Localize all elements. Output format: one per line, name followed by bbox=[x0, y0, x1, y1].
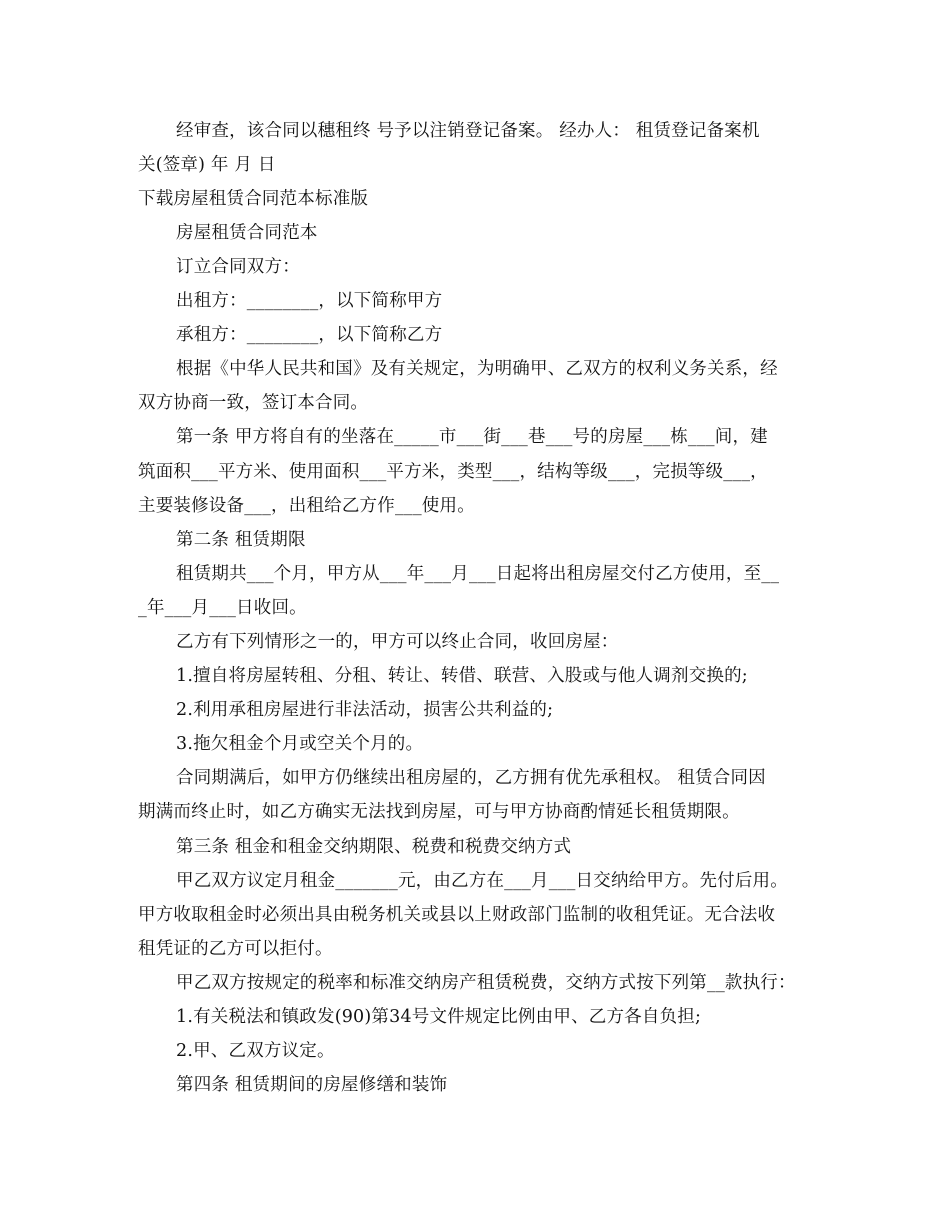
text-line: 双方协商一致，签订本合同。 bbox=[138, 393, 369, 413]
text-line: 订立合同双方： bbox=[176, 257, 300, 277]
text-line: 筑面积___平方米、使用面积___平方米，类型___，结构等级___，完损等级___， bbox=[138, 462, 768, 482]
text-line: 乙方有下列情形之一的，甲方可以终止合同，收回房屋： bbox=[176, 632, 619, 652]
text-line: 第三条 租金和租金交纳期限、税费和税费交纳方式 bbox=[176, 837, 572, 857]
text-line: 房屋租赁合同范本 bbox=[176, 223, 318, 243]
text-line: 关(签章) 年 月 日 bbox=[138, 155, 276, 175]
text-line: 3.拖欠租金个月或空关个月的。 bbox=[176, 734, 424, 754]
text-line: 甲乙双方议定月租金_______元，由乙方在___月___日交纳给甲方。先付后用。 bbox=[176, 871, 788, 891]
text-line: 第四条 租赁期间的房屋修缮和装饰 bbox=[176, 1075, 448, 1095]
text-line: 期满而终止时，如乙方确实无法找到房屋，可与甲方协商酌情延长租赁期限。 bbox=[138, 802, 740, 822]
text-line: 根据《中华人民共和国》及有关规定，为明确甲、乙双方的权利义务关系，经 bbox=[176, 359, 778, 379]
text-line: 甲乙双方按规定的税率和标准交纳房产租赁税费，交纳方式按下列第__款执行： bbox=[176, 973, 796, 993]
text-line: 甲方收取租金时必须出具由税务机关或县以上财政部门监制的收租凭证。无合法收 bbox=[138, 905, 776, 925]
text-line: 2.利用承租房屋进行非法活动，损害公共利益的; bbox=[176, 700, 554, 720]
text-line: 1.有关税法和镇政发(90)第34号文件规定比例由甲、乙方各自负担; bbox=[176, 1007, 702, 1027]
text-line: _年___月___日收回。 bbox=[138, 598, 307, 618]
text-line: 合同期满后，如甲方仍继续出租房屋的，乙方拥有优先承租权。 租赁合同因 bbox=[176, 768, 766, 788]
text-line: 第二条 租赁期限 bbox=[176, 530, 306, 550]
text-line: 经审查，该合同以穗租终 号予以注销登记备案。 经办人： 租赁登记备案机 bbox=[176, 121, 760, 141]
text-line: 租赁期共___个月，甲方从___年___月___日起将出租房屋交付乙方使用，至__ bbox=[176, 564, 780, 584]
text-line: 下载房屋租赁合同范本标准版 bbox=[138, 189, 369, 209]
text-line: 主要装修设备___，出租给乙方作___使用。 bbox=[138, 496, 475, 516]
text-line: 第一条 甲方将自有的坐落在_____市___街___巷___号的房屋___栋___间，建 bbox=[176, 427, 768, 447]
text-line: 1.擅自将房屋转租、分租、转让、转借、联营、入股或与他人调剂交换的; bbox=[176, 666, 748, 686]
text-line: 承租方：________，以下简称乙方 bbox=[176, 325, 443, 345]
text-line: 2.甲、乙双方议定。 bbox=[176, 1041, 335, 1061]
text-line: 出租方：________，以下简称甲方 bbox=[176, 291, 443, 311]
text-line: 租凭证的乙方可以拒付。 bbox=[138, 939, 333, 959]
